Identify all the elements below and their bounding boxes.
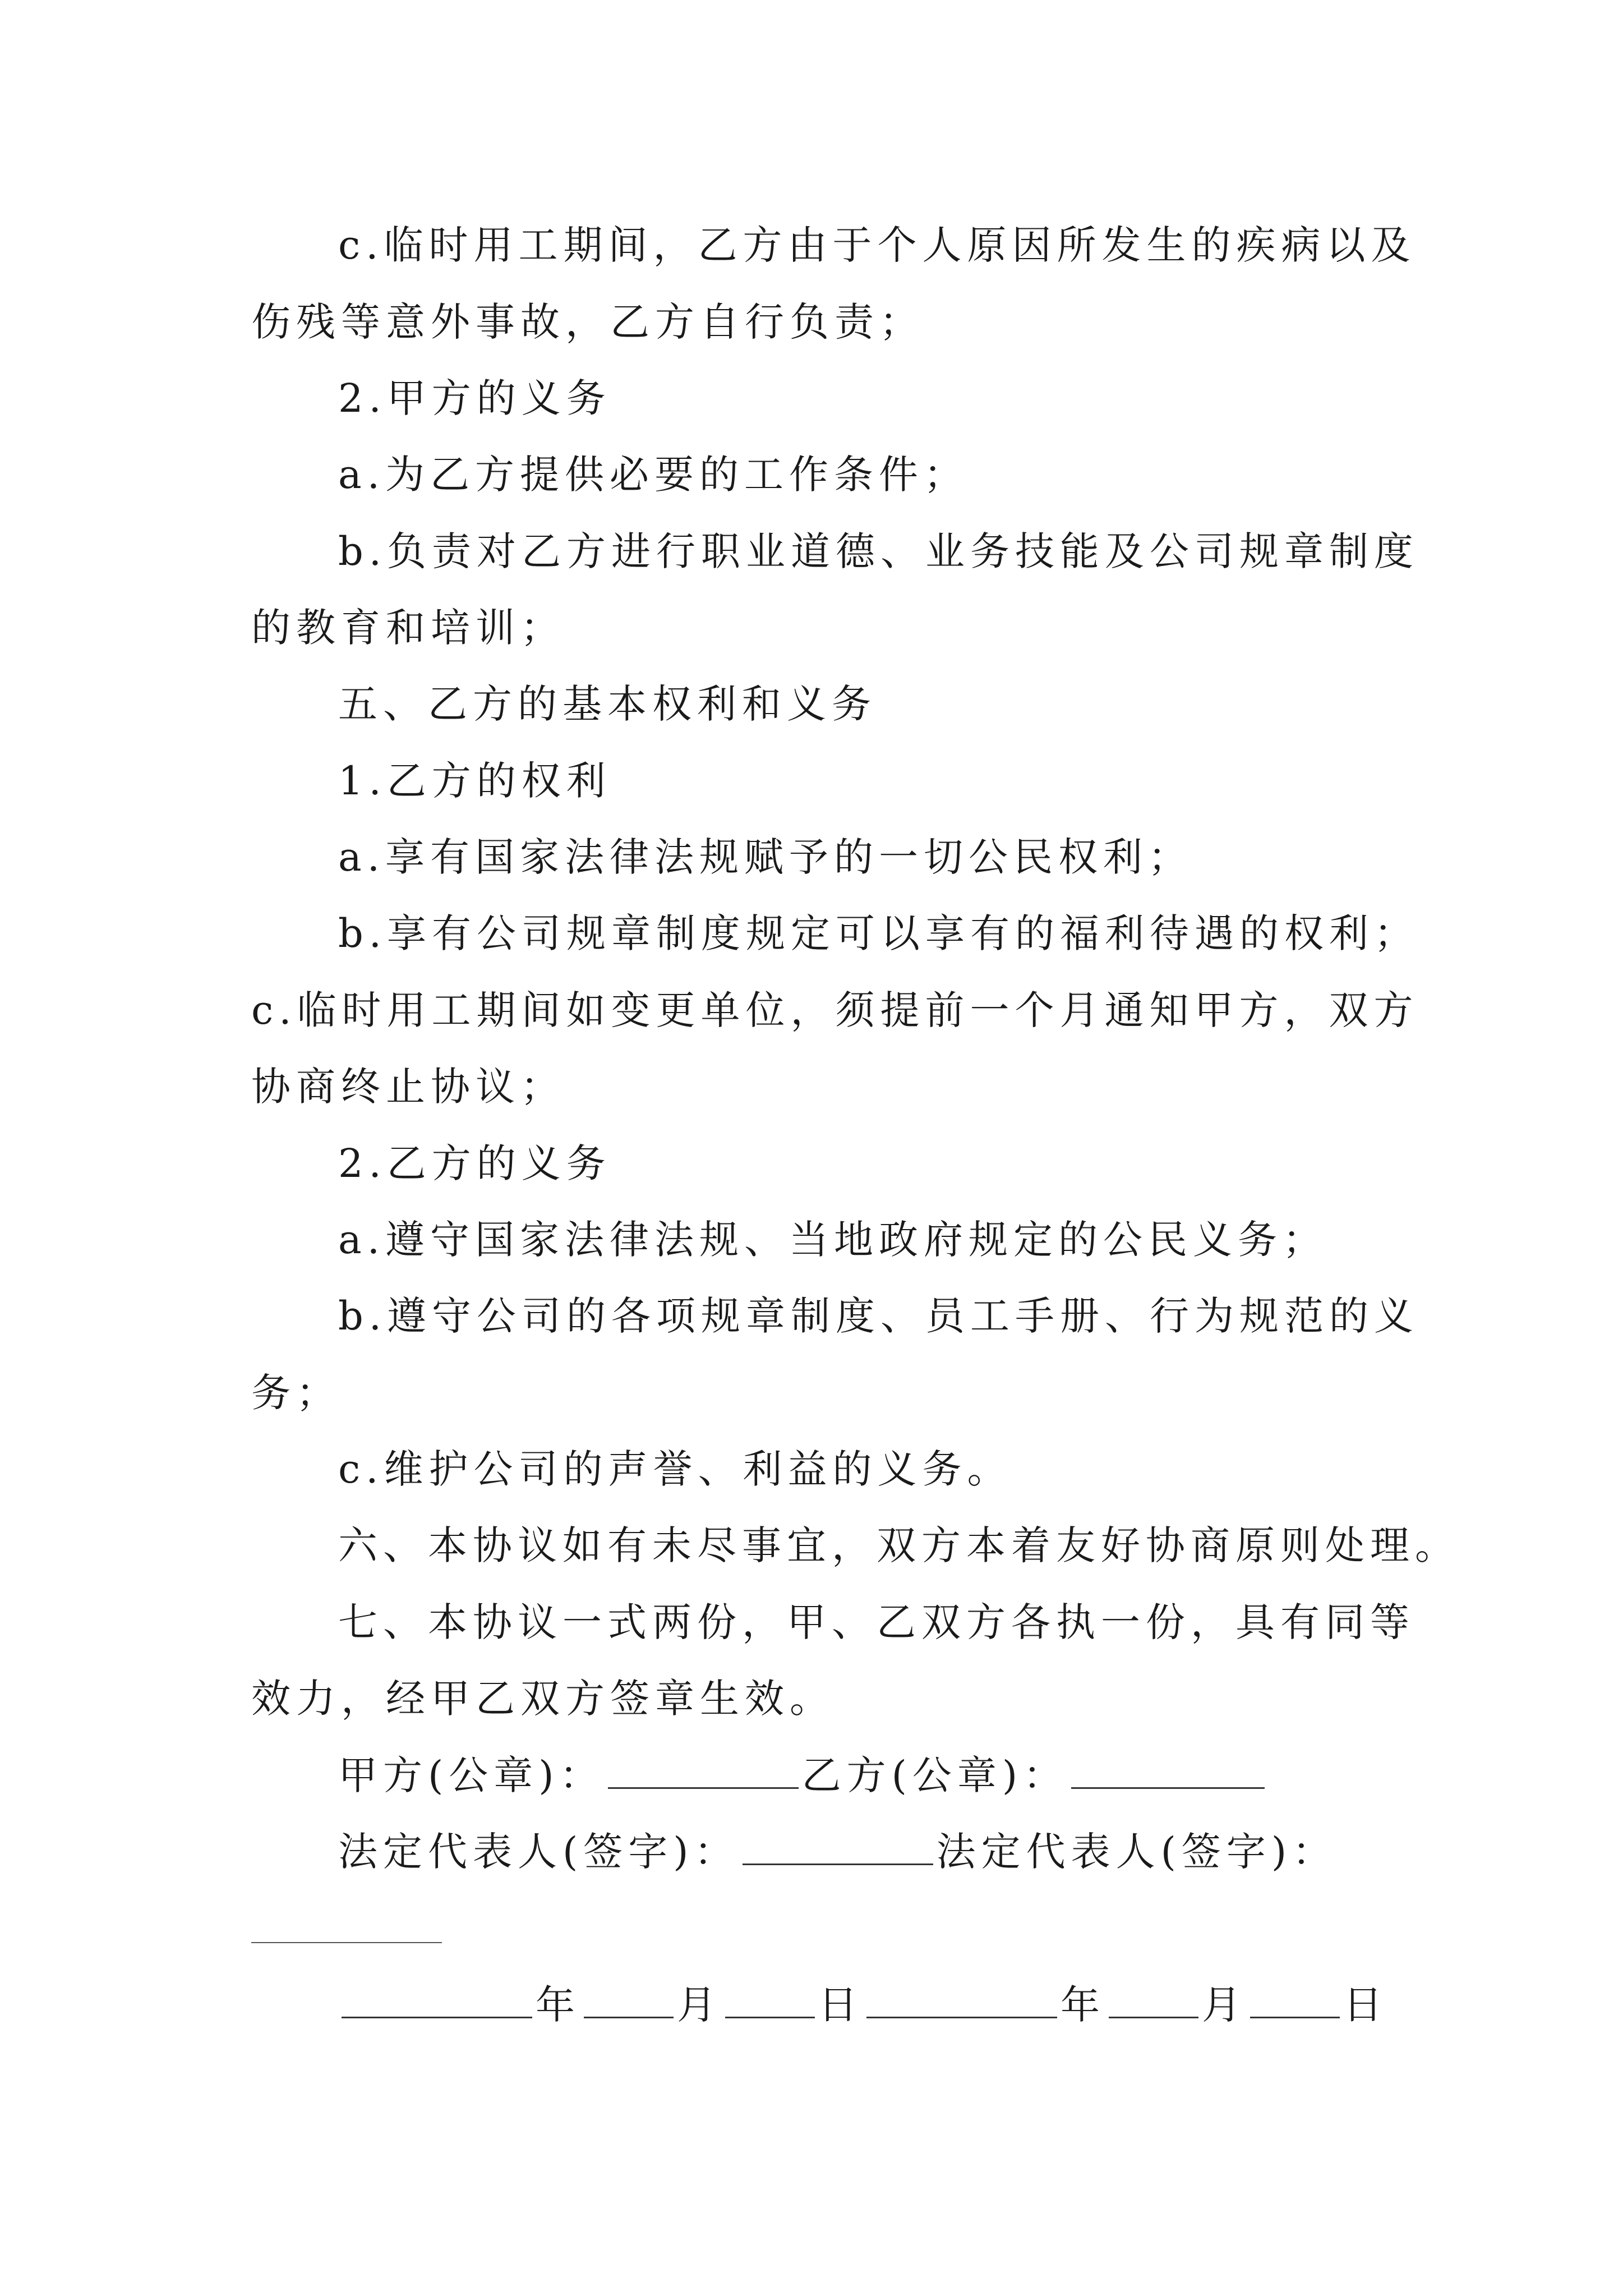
section-six: 六、本协议如有未尽事宜，双方本着友好协商原则处理。	[338, 1522, 1460, 1568]
date-b-day-blank	[1250, 1977, 1340, 2018]
legal-rep-b-label: 法定代表人(签字)：	[936, 1829, 1338, 1875]
legal-rep-row	[338, 1824, 1337, 1880]
date-b-month-blank	[1109, 1977, 1198, 2018]
party-b-seal-label: 乙方(公章)：	[801, 1752, 1068, 1798]
party-a-seal-label: 甲方(公章)：	[338, 1752, 605, 1798]
clause-a-obey-law: a.遵守国家法律法规、当地政府规定的公民义务；	[338, 1217, 1327, 1263]
heading-party-b-duties: 2.乙方的义务	[338, 1140, 611, 1186]
clause-b-obey-rules-cont: 务；	[251, 1370, 341, 1416]
party-b-seal-blank	[1071, 1748, 1265, 1789]
date-row	[338, 1977, 1388, 2033]
heading-party-a-duties: 2.甲方的义务	[338, 375, 611, 421]
clause-c-injury: c.临时用工期间，乙方由于个人原因所发生的疾病以及	[338, 222, 1416, 268]
date-b-day-label: 日	[1343, 1982, 1388, 2028]
clause-a-conditions: a.为乙方提供必要的工作条件；	[338, 452, 969, 498]
heading-party-b-rights: 1.乙方的权利	[338, 758, 611, 804]
seal-row	[338, 1747, 1268, 1803]
date-a-year-blank	[342, 1977, 532, 2018]
section-seven-cont: 效力，经甲乙双方签章生效。	[251, 1676, 834, 1722]
clause-b-training: b.负责对乙方进行职业道德、业务技能及公司规章制度	[338, 528, 1419, 574]
clause-b-training-cont: 的教育和培训；	[251, 605, 565, 651]
date-b-year-label: 年	[1061, 1982, 1105, 2028]
date-b-month-label: 月	[1202, 1982, 1247, 2028]
section-seven: 七、本协议一式两份，甲、乙双方各执一份，具有同等	[338, 1599, 1415, 1645]
date-a-day-label: 日	[818, 1982, 863, 2028]
legal-rep-a-blank	[743, 1824, 933, 1865]
party-a-seal-blank	[608, 1748, 799, 1789]
legal-rep-a-label: 法定代表人(签字)：	[338, 1829, 739, 1875]
clause-c-change-unit: c.临时用工期间如变更单位，须提前一个月通知甲方，双方	[251, 987, 1419, 1033]
section-five-heading: 五、乙方的基本权利和义务	[338, 681, 877, 727]
clause-b-welfare: b.享有公司规章制度规定可以享有的福利待遇的权利；	[338, 910, 1419, 956]
date-a-month-blank	[584, 1977, 674, 2018]
clause-c-injury-cont: 伤残等意外事故，乙方自行负责；	[251, 299, 924, 345]
clause-a-civil-rights: a.享有国家法律法规赋予的一切公民权利；	[338, 834, 1193, 880]
date-a-year-label: 年	[536, 1982, 580, 2028]
clause-b-obey-rules: b.遵守公司的各项规章制度、员工手册、行为规范的义	[338, 1293, 1419, 1339]
date-a-day-blank	[725, 1977, 815, 2018]
legal-rep-b-blank	[251, 1942, 442, 1943]
date-a-month-label: 月	[677, 1982, 722, 2028]
clause-c-change-unit-cont: 协商终止协议；	[251, 1064, 565, 1110]
date-b-year-blank	[866, 1977, 1057, 2018]
clause-c-reputation: c.维护公司的声誉、利益的义务。	[338, 1446, 1012, 1492]
